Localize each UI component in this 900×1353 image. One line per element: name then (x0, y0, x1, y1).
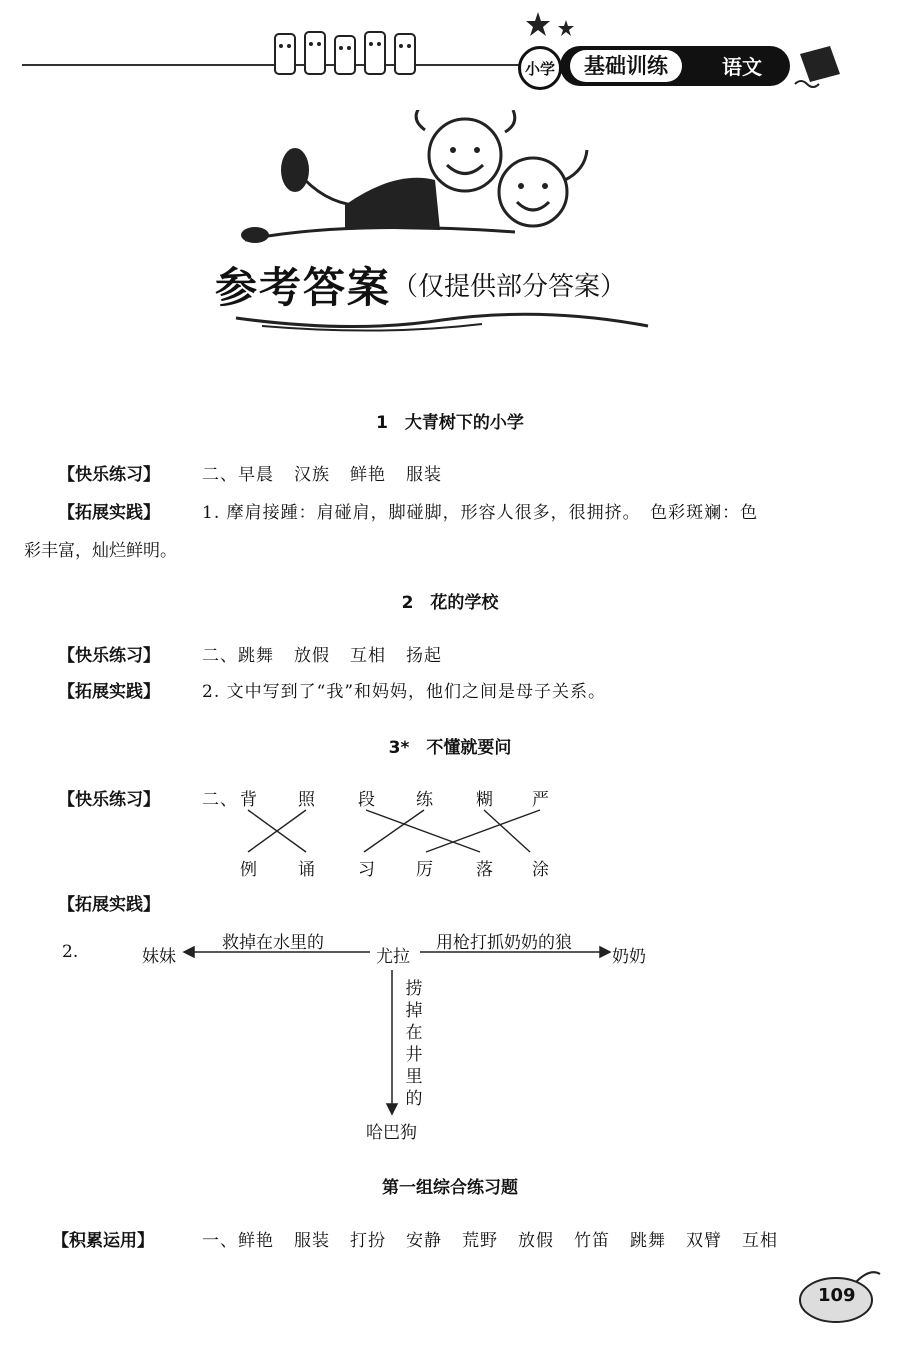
diagram-down-edge-label: 捞掉在井里的 (405, 979, 423, 1109)
answer-word: 服装 (294, 1231, 330, 1251)
answer-word: 互相 (350, 646, 386, 666)
match-top-char: 照 (298, 790, 315, 810)
section-3-practice-label: 【快乐练习】 (58, 790, 160, 810)
section-3-title: 3* 不懂就要问 (388, 738, 512, 758)
pencils-icon (265, 26, 445, 82)
answer-word: 荒野 (462, 1231, 498, 1251)
match-bottom-char: 诵 (298, 860, 315, 880)
answer-word: 扬起 (406, 646, 442, 666)
diagram-left-edge-label: 救掉在水里的 (222, 933, 324, 953)
page-title: 参考答案 (215, 263, 392, 312)
section-3-practice-prefix: 二、 (202, 790, 238, 810)
matching-lines (230, 806, 570, 856)
diagram-center-node: 尤拉 (376, 947, 410, 967)
match-bottom-char: 厉 (416, 860, 433, 880)
answer-word: 跳舞 (630, 1231, 666, 1251)
page-number: 109 (818, 1285, 856, 1306)
answer-word: 互相 (742, 1231, 778, 1251)
header-main-label: 基础训练 (570, 50, 682, 82)
match-top-char: 背 (240, 790, 257, 810)
section-1-extend-line1: 1. 摩肩接踵：肩碰肩，脚碰脚，形容人很多，很拥挤。 色彩斑斓：色 (202, 503, 759, 523)
section-1-practice-answer (202, 460, 462, 485)
answer-prefix: 二、 (202, 465, 238, 485)
section-2-practice-answer (202, 641, 462, 666)
answer-prefix: 二、 (202, 646, 238, 666)
section-1-extend-line2: 彩丰富，灿烂鲜明。 (24, 541, 177, 561)
children-illustration (225, 110, 605, 260)
section-2-extend-label: 【拓展实践】 (58, 682, 160, 702)
answer-prefix: 一、 (202, 1231, 238, 1251)
answer-word: 汉族 (294, 465, 330, 485)
diagram-number: 2. (62, 942, 79, 962)
answer-word: 鲜艳 (238, 1231, 274, 1251)
answer-word: 放假 (518, 1231, 554, 1251)
section-4-title: 第一组综合练习题 (382, 1178, 518, 1198)
answer-word: 打扮 (350, 1231, 386, 1251)
section-4-answer (202, 1226, 778, 1251)
section-1-practice-label: 【快乐练习】 (58, 465, 160, 485)
header-small-label: 小学 (518, 46, 562, 90)
section-4-label: 【积累运用】 (52, 1231, 154, 1251)
answer-word: 安静 (406, 1231, 442, 1251)
section-2-practice-label: 【快乐练习】 (58, 646, 160, 666)
match-top-char: 严 (532, 790, 549, 810)
match-bottom-char: 涂 (532, 860, 549, 880)
answer-word: 放假 (294, 646, 330, 666)
section-1-title: 1 大青树下的小学 (376, 413, 524, 433)
answer-word: 鲜艳 (350, 465, 386, 485)
header-subject-label: 语文 (722, 55, 762, 79)
match-top-char: 练 (416, 790, 433, 810)
page-subtitle: （仅提供部分答案） (392, 272, 627, 302)
match-top-char: 糊 (476, 790, 493, 810)
diagram-arrows (180, 940, 620, 1120)
section-3-extend-label: 【拓展实践】 (58, 895, 160, 915)
kite-icon (790, 44, 850, 94)
answer-word: 跳舞 (238, 646, 274, 666)
section-1-extend-label: 【拓展实践】 (58, 503, 160, 523)
answer-word: 竹笛 (574, 1231, 610, 1251)
match-bottom-char: 例 (240, 860, 257, 880)
title-swoosh (232, 300, 652, 334)
answer-word: 服装 (406, 465, 442, 485)
match-bottom-char: 落 (476, 860, 493, 880)
section-2-title: 2 花的学校 (401, 593, 499, 613)
diagram-left-node: 妹妹 (142, 947, 176, 967)
diagram-right-node: 奶奶 (612, 947, 646, 967)
match-bottom-char: 习 (358, 860, 375, 880)
answer-word: 双臂 (686, 1231, 722, 1251)
section-2-extend-line1: 2. 文中写到了“我”和妈妈，他们之间是母子关系。 (202, 682, 607, 702)
match-top-char: 段 (358, 790, 375, 810)
diagram-down-node: 哈巴狗 (366, 1123, 417, 1143)
stars-icon (526, 10, 586, 44)
diagram-right-edge-label: 用枪打抓奶奶的狼 (436, 933, 572, 953)
answer-word: 早晨 (238, 465, 274, 485)
